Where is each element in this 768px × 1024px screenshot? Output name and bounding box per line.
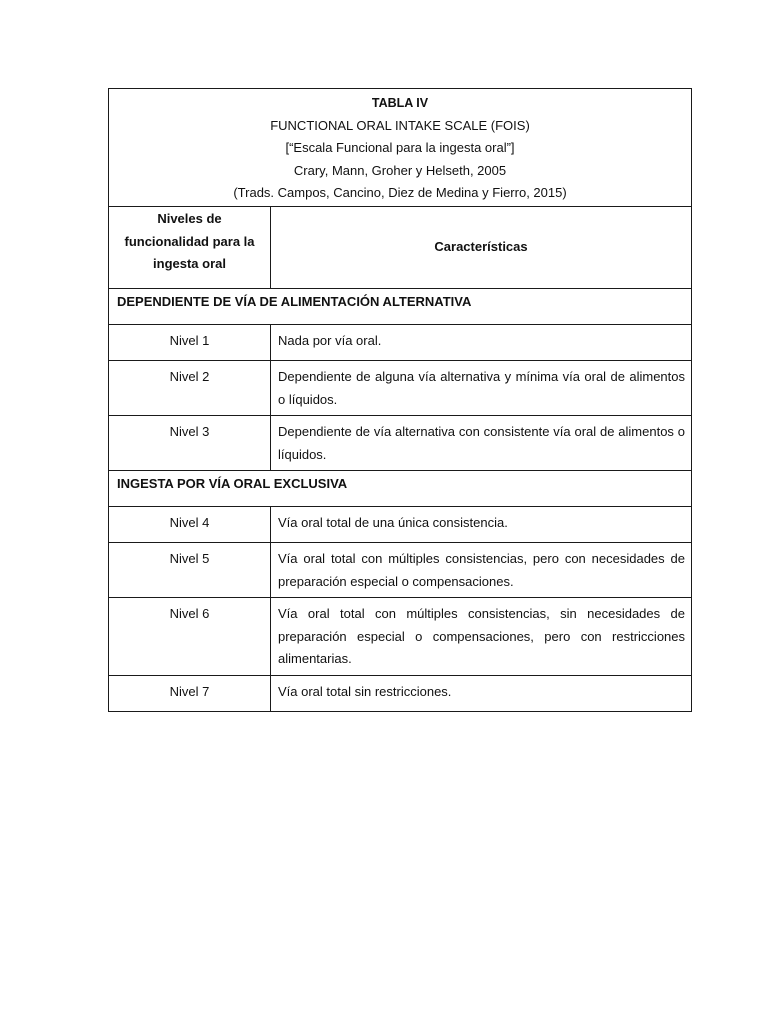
fois-table xyxy=(108,88,692,712)
title-row xyxy=(109,89,692,207)
table-row xyxy=(109,507,692,543)
table-row xyxy=(109,416,692,471)
level-label: Nivel 6 xyxy=(109,598,271,676)
section-row-dependent xyxy=(109,289,692,325)
level-description: Nada por vía oral. xyxy=(271,325,692,361)
table-row xyxy=(109,325,692,361)
header-row xyxy=(109,207,692,289)
column-header-levels: Niveles de funcionalidad para la ingesta oral xyxy=(109,207,271,289)
level-label: Nivel 5 xyxy=(109,543,271,598)
level-description: Vía oral total de una única consistencia. xyxy=(271,507,692,543)
table-row xyxy=(109,543,692,598)
section-row-exclusive xyxy=(109,471,692,507)
level-label: Nivel 4 xyxy=(109,507,271,543)
table-title-block xyxy=(109,89,692,207)
table-row xyxy=(109,675,692,711)
level-description: Vía oral total sin restricciones. xyxy=(271,675,692,711)
level-description: Dependiente de vía alternativa con consistente vía oral de alimentos o líquidos. xyxy=(271,416,692,471)
section-title: DEPENDIENTE DE VÍA DE ALIMENTACIÓN ALTERNATIVA xyxy=(109,289,692,325)
level-description: Vía oral total con múltiples consistencias, sin necesidades de preparación especial o compensaciones, pero con restricciones alimentarias. xyxy=(271,598,692,676)
scale-authors: Crary, Mann, Groher y Helseth, 2005 xyxy=(293,162,507,178)
level-label: Nivel 1 xyxy=(109,325,271,361)
level-label: Nivel 3 xyxy=(109,416,271,471)
table-row xyxy=(109,361,692,416)
level-description: Dependiente de alguna vía alternativa y mínima vía oral de alimentos o líquidos. xyxy=(271,361,692,416)
level-description: Vía oral total con múltiples consistencias, pero con necesidades de preparación especial o compensaciones. xyxy=(271,543,692,598)
section-title: INGESTA POR VÍA ORAL EXCLUSIVA xyxy=(109,471,692,507)
level-label: Nivel 2 xyxy=(109,361,271,416)
table-row xyxy=(109,598,692,676)
level-label: Nivel 7 xyxy=(109,675,271,711)
table-heading: TABLA IV xyxy=(371,96,429,110)
scale-translators: (Trads. Campos, Cancino, Diez de Medina y Fierro, 2015) xyxy=(233,185,567,200)
scale-name: FUNCTIONAL ORAL INTAKE SCALE (FOIS) xyxy=(270,117,530,133)
scale-translation: [“Escala Funcional para la ingesta oral”] xyxy=(285,140,515,155)
column-header-characteristics: Características xyxy=(271,207,692,289)
